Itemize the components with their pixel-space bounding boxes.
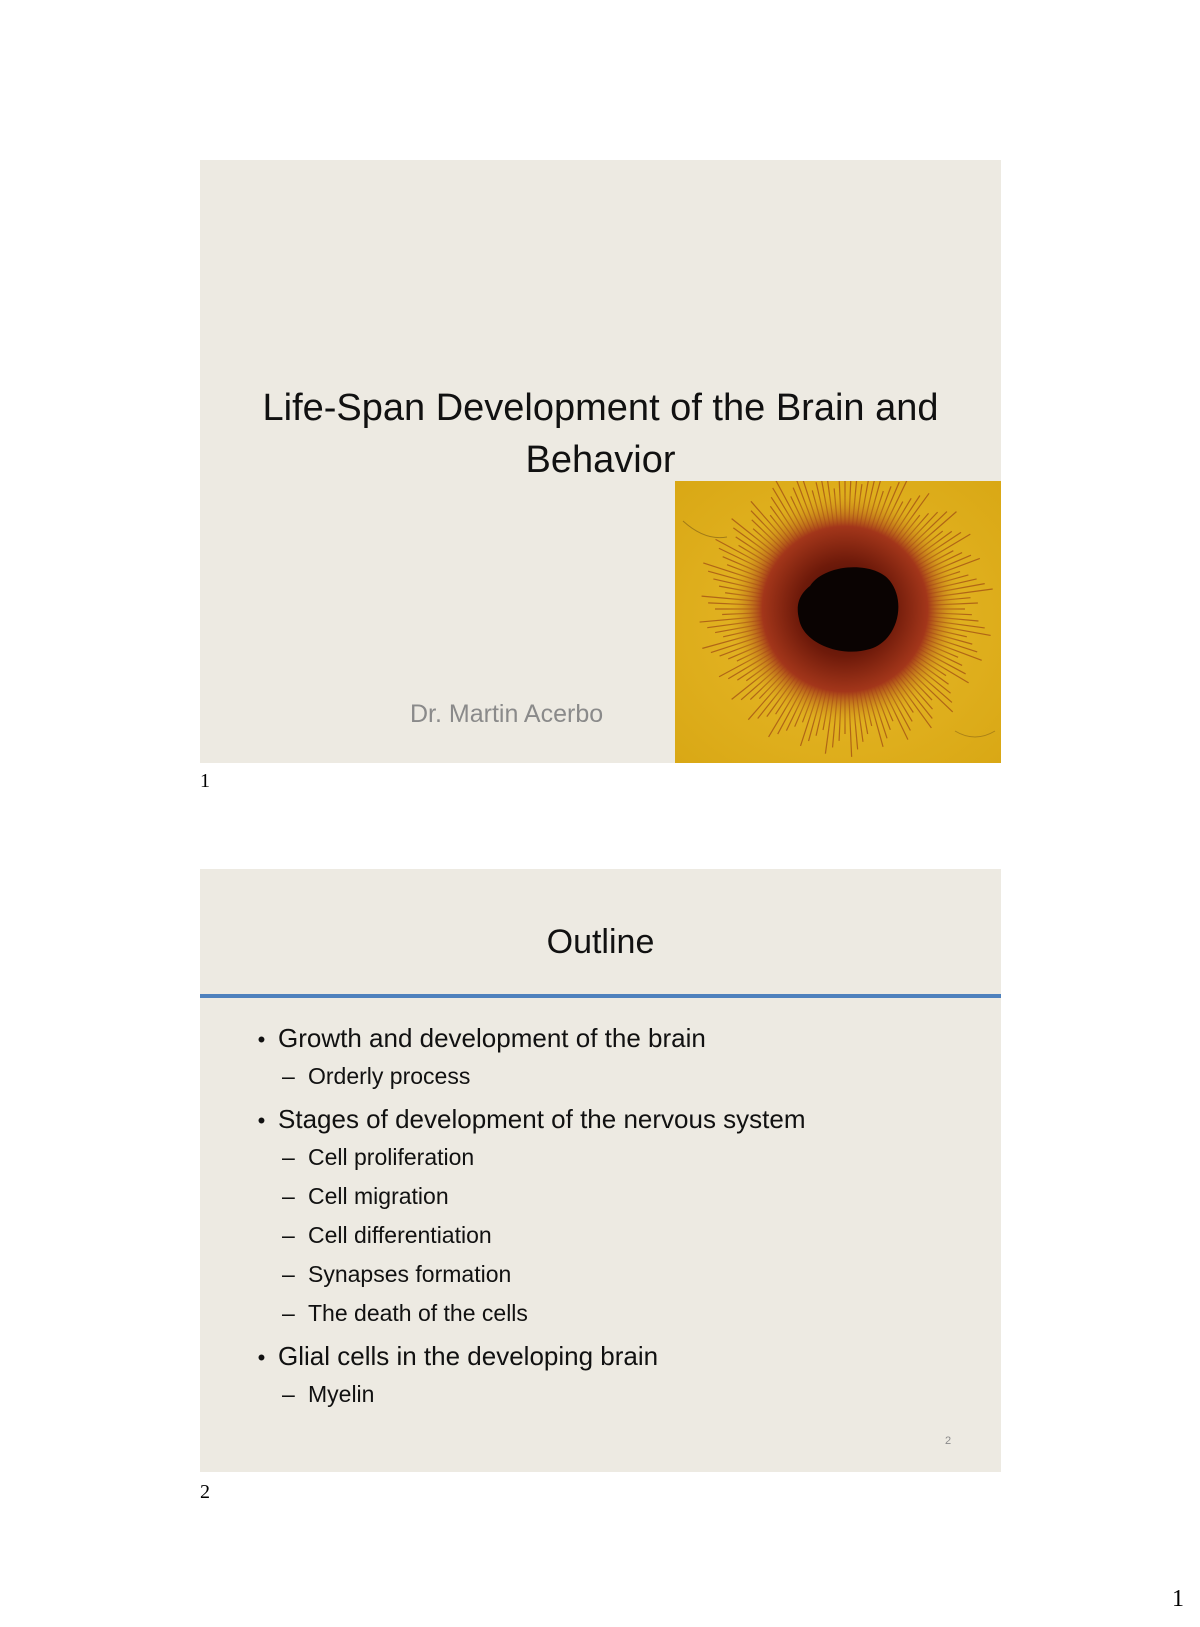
dash-icon: – [282, 1381, 295, 1407]
slide-1-number: 1 [200, 770, 210, 792]
outline-subitem-text: Cell proliferation [308, 1144, 475, 1170]
outline-item [245, 1102, 965, 1138]
neuron-sphere-photo [675, 481, 1001, 763]
dash-icon: – [282, 1144, 295, 1170]
outline-subitem [245, 1255, 965, 1294]
outline-subitem [245, 1294, 965, 1333]
outline-item [245, 1021, 965, 1057]
page-number: 1 [1172, 1586, 1184, 1612]
slide-1-title [200, 382, 1001, 486]
title-divider [200, 994, 1001, 998]
outline-subitem [245, 1057, 965, 1096]
dash-icon: – [282, 1300, 295, 1326]
dash-icon: – [282, 1063, 295, 1089]
outline-item-text: Growth and development of the brain [278, 1023, 706, 1053]
outline-item-text: Stages of development of the nervous system [278, 1104, 806, 1134]
outline-subitem-text: Cell differentiation [308, 1222, 492, 1248]
outline-subitem [245, 1216, 965, 1255]
dash-icon: – [282, 1222, 295, 1248]
dash-icon: – [282, 1183, 295, 1209]
outline-subitem-text: Cell migration [308, 1183, 449, 1209]
slide-1-title-line1: Life-Span Development of the Brain and [262, 387, 939, 429]
slide-1-title-line2: Behavior [525, 439, 676, 481]
outline-subitem-text: Orderly process [308, 1063, 471, 1089]
outline-item-text: Glial cells in the developing brain [278, 1341, 659, 1371]
slide-2-footer-number: 2 [945, 1435, 952, 1447]
outline-subitem-text: The death of the cells [308, 1300, 528, 1326]
outline-subitem-text: Myelin [308, 1381, 375, 1407]
bullet-icon: • [257, 1108, 266, 1133]
slide-2-number: 2 [200, 1481, 210, 1503]
outline-subitem [245, 1138, 965, 1177]
outline-subitem [245, 1177, 965, 1216]
slide-2-title: Outline [546, 923, 655, 961]
slide-1-author: Dr. Martin Acerbo [410, 700, 604, 728]
outline-subitem-text: Synapses formation [308, 1261, 512, 1287]
slide-2 [200, 869, 1001, 1472]
outline-list [245, 1015, 965, 1414]
outline-subitem [245, 1375, 965, 1414]
bullet-icon: • [257, 1345, 266, 1370]
dash-icon: – [282, 1261, 295, 1287]
bullet-icon: • [257, 1027, 266, 1052]
slide-1 [200, 160, 1001, 763]
outline-item [245, 1339, 965, 1375]
